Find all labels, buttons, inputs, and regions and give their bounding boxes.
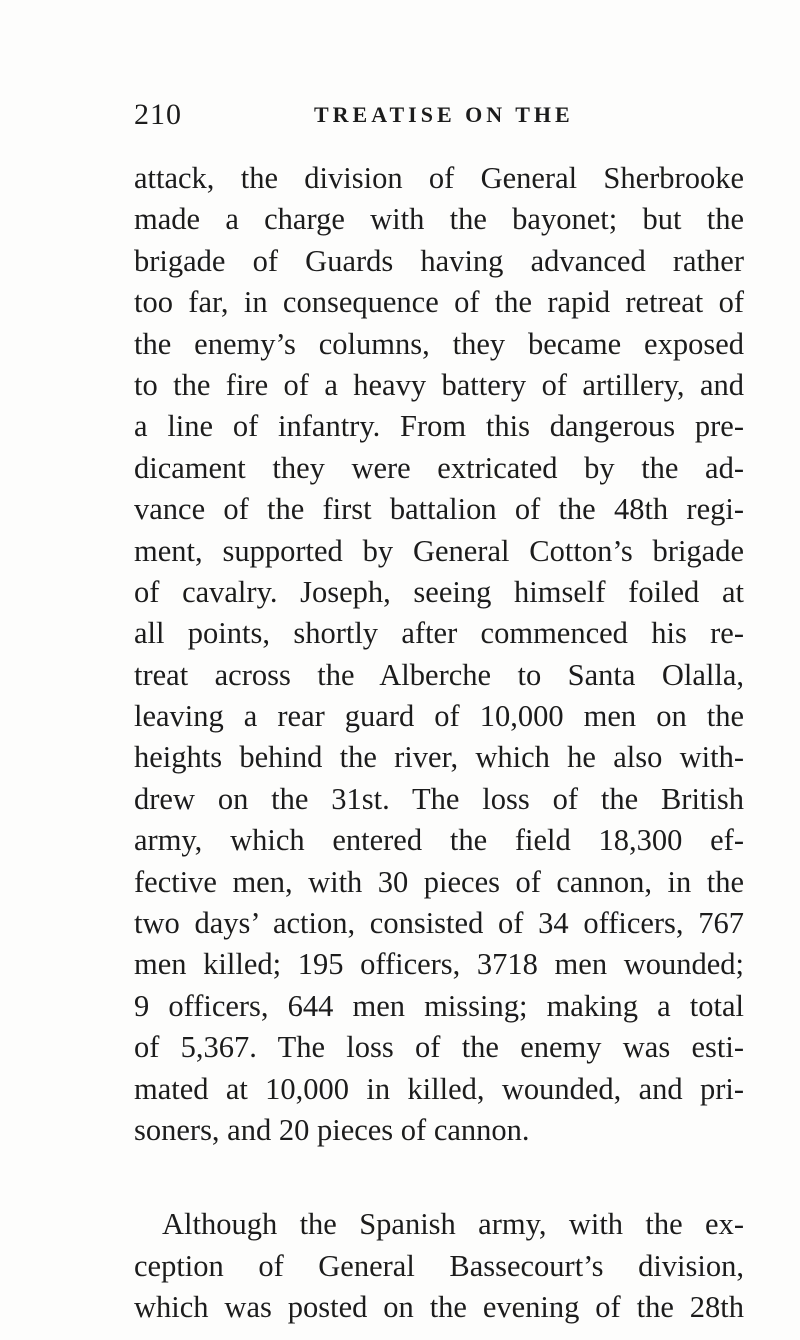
text-line: ception of General Bassecourt’s division,	[134, 1248, 744, 1283]
text-line: heights behind the river, which he also with-	[134, 740, 744, 775]
text-line: all points, shortly after commenced his re-	[134, 616, 744, 651]
text-line: treat across the Alberche to Santa Olalla,	[134, 657, 744, 692]
text-line: Although the Spanish army, with the ex-	[162, 1207, 744, 1242]
text-line: fective men, with 30 pieces of cannon, in the	[134, 864, 744, 899]
paragraph	[134, 158, 744, 1151]
text-line: army, which entered the field 18,300 ef-	[134, 823, 744, 858]
text-line: too far, in consequence of the rapid retreat of	[134, 285, 744, 320]
body-text	[134, 158, 744, 1329]
text-line: drew on the 31st. The loss of the British	[134, 781, 744, 816]
text-line: of 5,367. The loss of the enemy was esti-	[134, 1030, 744, 1065]
text-line: of cavalry. Joseph, seeing himself foiled at	[134, 574, 744, 609]
text-line: the enemy’s columns, they became exposed	[134, 326, 744, 361]
text-line: made a charge with the bayonet; but the	[134, 202, 744, 237]
text-line: ment, supported by General Cotton’s brigade	[134, 533, 744, 568]
paragraph	[134, 1204, 744, 1328]
text-line: 9 officers, 644 men missing; making a total	[134, 988, 744, 1023]
text-line: mated at 10,000 in killed, wounded, and pri-	[134, 1071, 744, 1106]
text-line: men killed; 195 officers, 3718 men wounded;	[134, 947, 744, 982]
running-head	[134, 98, 694, 138]
text-line: brigade of Guards having advanced rather	[134, 243, 744, 278]
text-line: dicament they were extricated by the ad-	[134, 450, 744, 485]
text-line: leaving a rear guard of 10,000 men on the	[134, 699, 744, 734]
text-line: attack, the division of General Sherbrooke	[134, 161, 744, 195]
text-line: soners, and 20 pieces of cannon.	[134, 1112, 530, 1147]
text-line: to the fire of a heavy battery of artillery, and	[134, 367, 744, 402]
text-line: vance of the first battalion of the 48th regi-	[134, 492, 744, 527]
text-line: which was posted on the evening of the 28th	[134, 1290, 744, 1325]
page-number: 210	[134, 98, 182, 131]
text-line: two days’ action, consisted of 34 officers, 767	[134, 906, 744, 941]
running-title: TREATISE ON THE	[314, 102, 574, 127]
text-line: a line of infantry. From this dangerous pre-	[134, 409, 744, 444]
